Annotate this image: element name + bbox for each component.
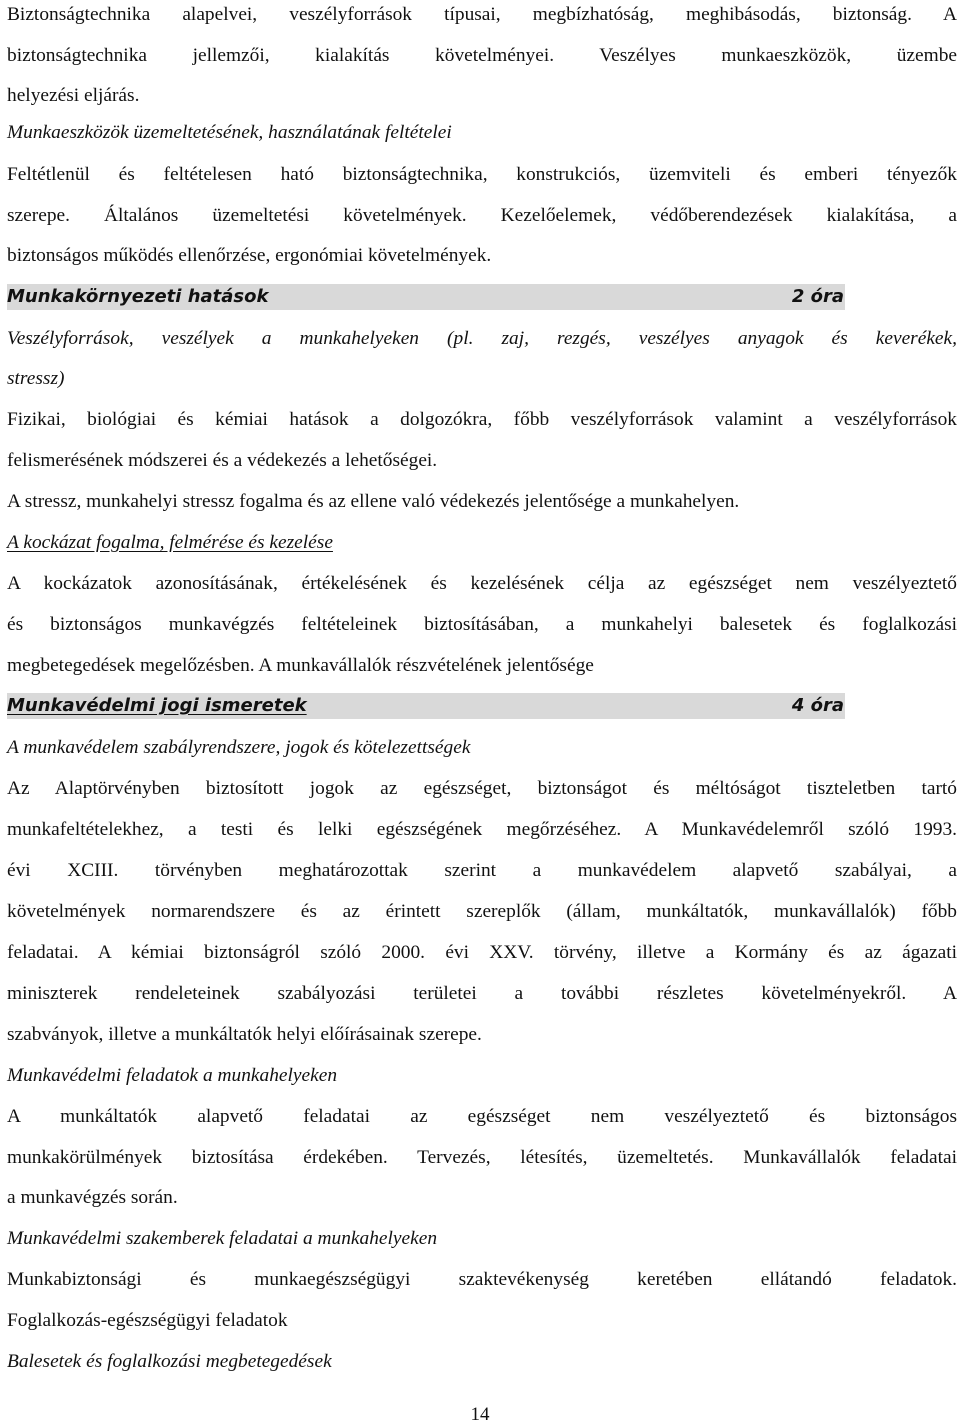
subheading-line: Munkavédelmi feladatok a munkahelyeken [7, 1065, 338, 1086]
body-text-line: miniszterek rendeleteinek szabályozási területei a további részletes követelményekről. A [7, 983, 957, 1004]
body-text-line: és biztonságos munkavégzés feltételeinek biztosításában, a munkahelyi balesetek és foglalkozási [7, 614, 957, 635]
body-text-line: helyezési eljárás. [7, 85, 140, 106]
section-heading-hours: 2 óra [791, 286, 844, 307]
section-heading-hours: 4 óra [791, 695, 844, 716]
subheading-line: stressz) [7, 368, 65, 389]
body-text-line: felismerésének módszerei és a védekezés a lehetőségei. [7, 450, 438, 471]
body-text-line: A stressz, munkahelyi stressz fogalma és az ellene való védekezés jelentősége a munkahelyen. [7, 491, 740, 512]
section-heading-title: Munkavédelmi jogi ismeretek [7, 695, 307, 716]
section-heading [7, 284, 845, 310]
body-text-line: követelmények normarendszere és az érintett szereplők (állam, munkáltatók, munkavállalók) főbb [7, 901, 957, 922]
subheading-line: Balesetek és foglalkozási megbetegedések [7, 1351, 332, 1372]
body-text-line: A kockázatok azonosításának, értékelésének és kezelésének célja az egészséget nem veszélyeztető [7, 573, 957, 594]
body-text-line: munkakörülmények biztosítása érdekében. Tervezés, létesítés, üzemeltetés. Munkavállalók feladatai [7, 1147, 957, 1168]
body-text-line: a munkavégzés során. [7, 1187, 178, 1208]
section-heading-title: Munkakörnyezeti hatások [7, 286, 269, 307]
body-text-line: megbetegedések megelőzésben. A munkavállalók részvételének jelentősége [7, 655, 594, 676]
body-text-line: Munkabiztonsági és munkaegészségügyi szaktevékenység keretében ellátandó feladatok. [7, 1269, 957, 1290]
subheading-line: Munkaeszközök üzemeltetésének, használatának feltételei [7, 122, 452, 143]
subheading-line: Munkavédelmi szakemberek feladatai a munkahelyeken [7, 1228, 438, 1249]
body-text-line: munkafeltételekhez, a testi és lelki egészségének megőrzéséhez. A Munkavédelemről szóló 1993. [7, 819, 957, 840]
body-text-line: biztonságtechnika jellemzői, kialakítás követelményei. Veszélyes munkaeszközök, üzembe [7, 45, 957, 66]
body-text-line: Az Alaptörvényben biztosított jogok az egészséget, biztonságot és méltóságot tiszteletben tartó [7, 778, 957, 799]
subheading-line: A kockázat fogalma, felmérése és kezelése [7, 532, 333, 553]
body-text-line: szabványok, illetve a munkáltatók helyi előírásainak szerepe. [7, 1024, 482, 1045]
page-number: 14 [470, 1404, 490, 1425]
subheading-line: A munkavédelem szabályrendszere, jogok és kötelezettségek [7, 737, 471, 758]
body-text-line: A munkáltatók alapvető feladatai az egészséget nem veszélyeztető és biztonságos [7, 1106, 957, 1127]
body-text-line: Feltétlenül és feltételesen ható biztonságtechnika, konstrukciós, üzemviteli és emberi tényezők [7, 164, 957, 185]
body-text-line: feladatai. A kémiai biztonságról szóló 2000. évi XXV. törvény, illetve a Kormány és az ágazati [7, 942, 957, 963]
body-text-line: Foglalkozás-egészségügyi feladatok [7, 1310, 288, 1331]
body-text-line: Fizikai, biológiai és kémiai hatások a dolgozókra, főbb veszélyforrások valamint a veszélyforrások [7, 409, 957, 430]
section-heading [7, 693, 845, 719]
body-text-line: biztonságos működés ellenőrzése, ergonómiai követelmények. [7, 245, 492, 266]
body-text-line: szerepe. Általános üzemeltetési követelmények. Kezelőelemek, védőberendezések kialakítása, a [7, 205, 957, 226]
subheading-line: Veszélyforrások, veszélyek a munkahelyeken (pl. zaj, rezgés, veszélyes anyagok és keverékek, [7, 328, 957, 349]
body-text-line: Biztonságtechnika alapelvei, veszélyforrások típusai, megbízhatóság, meghibásodás, biztonság. A [7, 4, 957, 25]
body-text-line: évi XCIII. törvényben meghatározottak szerint a munkavédelem alapvető szabályai, a [7, 860, 957, 881]
